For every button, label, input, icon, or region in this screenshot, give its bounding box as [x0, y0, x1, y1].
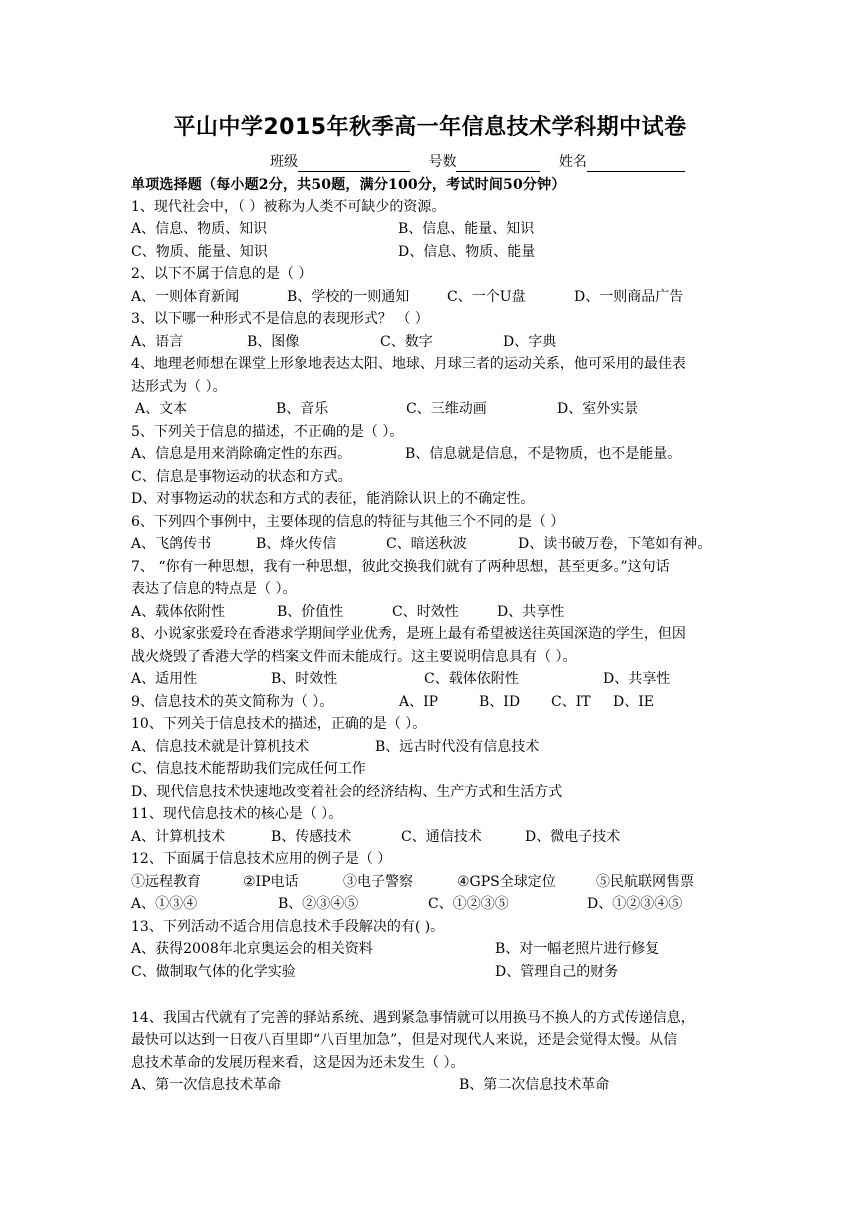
question-stem: 1、现代社会中，（ ）被称为人类不可缺少的资源。 [131, 199, 446, 215]
question-stem: 13、下列活动不适合用信息技术手段解决的有( )。 [131, 919, 445, 935]
option-c: C、物质、能量、知识 [131, 244, 268, 260]
choice-item: ②IP电话 [243, 874, 299, 890]
name-label: 姓名 [558, 154, 587, 170]
option-c: C、三维动画 [406, 401, 487, 417]
question-stem: 14、我国古代就有了完善的驿站系统、遇到紧急事情就可以用换马不换人的方式传递信息， [131, 1010, 695, 1026]
option-d: D、一则商品广告 [574, 289, 684, 305]
option-a: A、信息技术就是计算机技术 [131, 739, 310, 755]
question-stem: 7、 “你有一种思想，我有一种思想，彼此交换我们就有了两种思想，甚至更多。”这句话 [131, 559, 670, 575]
option-c: C、数字 [380, 334, 433, 350]
question-stem: 8、小说家张爱玲在香港求学期间学业优秀，是班上最有希望被送往英国深造的学生，但因 [131, 626, 686, 642]
question-stem-continued: 战火烧毁了香港大学的档案文件而未能成行。这主要说明信息具有（ ）。 [131, 649, 577, 665]
option-b: B、音乐 [276, 401, 329, 417]
question-stem: 11、现代信息技术的核心是（ ）。 [131, 806, 343, 822]
choice-item: ③电子警察 [343, 874, 413, 890]
name-blank [587, 155, 685, 172]
option-d: D、IE [613, 694, 654, 710]
question-stem: 9、信息技术的英文简称为（ ）。 [131, 694, 334, 710]
question-stem: 5、下列关于信息的描述，不正确的是（ ）。 [131, 424, 404, 440]
question-stem-continued: 最快可以达到一日夜八百里即“八百里加急”，但是对现代人来说，还是会觉得太慢。从信 [131, 1032, 678, 1048]
option-d: D、读书破万卷，下笔如有神。 [518, 536, 712, 552]
option-c: C、①②③⑤ [428, 896, 509, 912]
option-b: B、时效性 [271, 671, 338, 687]
option-b: B、学校的一则通知 [287, 289, 410, 305]
option-b: B、图像 [247, 334, 300, 350]
option-a: A、一则体育新闻 [131, 289, 240, 305]
option-b: B、②③④⑤ [278, 896, 359, 912]
option-a: A、获得2008年北京奥运会的相关资料 [131, 941, 373, 957]
choice-item: ④GPS全球定位 [457, 874, 556, 890]
student-info-fields [270, 152, 685, 172]
option-a: A、语言 [131, 334, 184, 350]
question-stem-continued: 表达了信息的特点是（ ）。 [131, 581, 297, 597]
option-a: A、第一次信息技术革命 [131, 1077, 282, 1093]
class-label: 班级 [270, 154, 298, 170]
option-c: C、做制取气体的化学实验 [131, 964, 296, 980]
option-d: D、共享性 [497, 604, 565, 620]
option-d: D、现代信息技术快速地改变着社会的经济结构、生产方式和生活方式 [131, 784, 563, 800]
option-c: C、信息是事物运动的状态和方式。 [131, 469, 352, 485]
option-b: B、ID [479, 694, 521, 710]
option-a: A、IP [399, 694, 439, 710]
question-stem-continued: 达形式为（ ）。 [131, 379, 227, 395]
option-b: B、传感技术 [271, 829, 352, 845]
option-b: B、远古时代没有信息技术 [375, 739, 540, 755]
question-stem: 10、下列关于信息技术的描述，正确的是（ ）。 [131, 716, 427, 732]
option-d: D、字典 [503, 334, 557, 350]
option-a: A、文本 [135, 401, 188, 417]
question-stem: 3、以下哪一种形式不是信息的表现形式？ （ ） [131, 311, 429, 327]
class-blank [298, 155, 410, 172]
option-d: D、对事物运动的状态和方式的表征，能消除认识上的不确定性。 [131, 491, 535, 507]
option-c: C、时效性 [392, 604, 459, 620]
question-stem: 12、下面属于信息技术应用的例子是（ ） [131, 851, 392, 867]
instructions: 单项选择题（每小题2分，共50题，满分100分，考试时间50分钟） [131, 177, 566, 193]
option-b: B、对一幅老照片进行修复 [495, 941, 660, 957]
option-b: B、价值性 [277, 604, 344, 620]
question-stem: 2、以下不属于信息的是（ ） [131, 266, 313, 282]
question-stem-continued: 息技术革命的发展历程来看，这是因为还未发生（ ）。 [131, 1055, 465, 1071]
option-d: D、室外实景 [557, 401, 639, 417]
number-blank [456, 155, 540, 172]
question-stem: 6、下列四个事例中，主要体现的信息的特征与其他三个不同的是（ ） [131, 514, 565, 530]
choice-item: ⑤民航联网售票 [596, 874, 694, 890]
option-a: A、①③④ [131, 896, 198, 912]
option-b: B、信息、能量、知识 [398, 221, 535, 237]
exam-title: 平山中学2015年秋季高一年信息技术学科期中试卷 [173, 115, 687, 140]
option-b: B、第二次信息技术革命 [459, 1077, 610, 1093]
option-a: A、信息是用来消除确定性的东西。 [131, 446, 352, 462]
option-a: A、飞鸽传书 [131, 536, 212, 552]
option-d: D、管理自己的财务 [495, 964, 619, 980]
option-d: D、信息、物质、能量 [398, 244, 536, 260]
option-d: D、①②③④⑤ [587, 896, 683, 912]
option-a: A、载体依附性 [131, 604, 226, 620]
option-d: D、共享性 [603, 671, 671, 687]
option-c: C、IT [551, 694, 591, 710]
option-c: C、一个U盘 [447, 289, 526, 305]
option-c: C、信息技术能帮助我们完成任何工作 [131, 761, 366, 777]
question-stem: 4、地理老师想在课堂上形象地表达太阳、地球、月球三者的运动关系，他可采用的最佳表 [131, 356, 686, 372]
option-c: C、暗送秋波 [386, 536, 467, 552]
choice-item: ①远程教育 [131, 874, 201, 890]
option-c: C、载体依附性 [424, 671, 519, 687]
number-label: 号数 [428, 154, 457, 170]
option-c: C、通信技术 [401, 829, 482, 845]
option-b: B、烽火传信 [256, 536, 337, 552]
option-d: D、微电子技术 [525, 829, 621, 845]
option-a: A、信息、物质、知识 [131, 221, 268, 237]
option-a: A、计算机技术 [131, 829, 226, 845]
option-a: A、适用性 [131, 671, 198, 687]
option-b: B、信息就是信息，不是物质，也不是能量。 [405, 446, 682, 462]
